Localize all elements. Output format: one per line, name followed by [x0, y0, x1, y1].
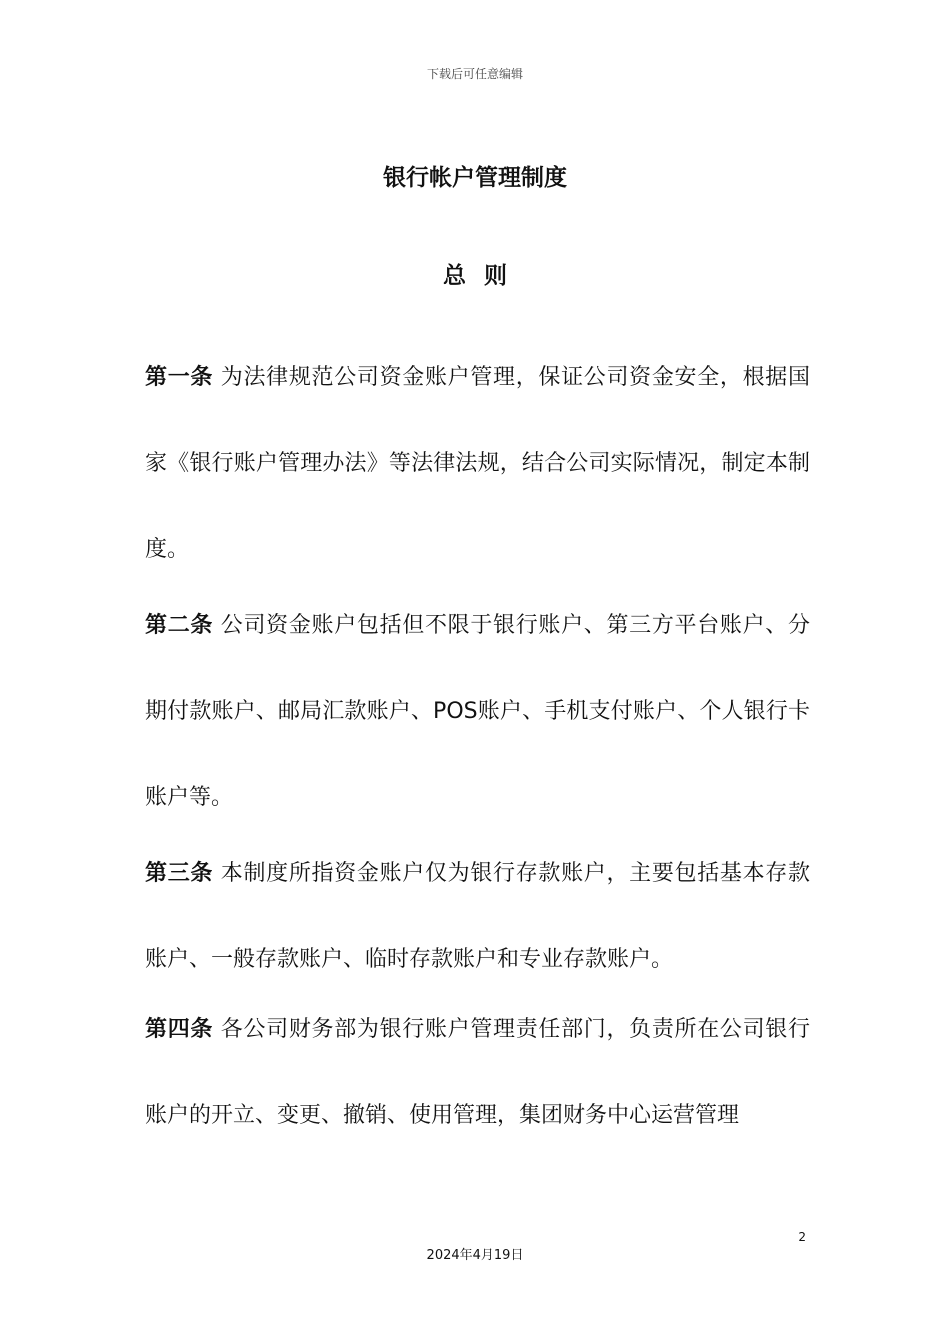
article-3-label: 第三条: [145, 861, 214, 886]
article-3: [145, 831, 810, 1003]
article-1-text: 为法律规范公司资金账户管理，保证公司资金安全，根据国家《银行账户管理办法》等法律法规，结合公司实际情况，制定本制度。: [145, 365, 810, 562]
article-2: [145, 583, 810, 841]
document-title: 银行帐户管理制度: [383, 165, 567, 191]
article-2-text: 公司资金账户包括但不限于银行账户、第三方平台账户、分期付款账户、邮局汇款账户、POS账户、手机支付账户、个人银行卡账户等。: [145, 613, 810, 810]
article-4-text: 各公司财务部为银行账户管理责任部门，负责所在公司银行账户的开立、变更、撤销、使用管理，集团财务中心运营管理: [145, 1017, 810, 1128]
article-1-label: 第一条: [145, 365, 214, 390]
article-2-label: 第二条: [145, 613, 214, 638]
article-3-text: 本制度所指资金账户仅为银行存款账户，主要包括基本存款账户、一般存款账户、临时存款账户和专业存款账户。: [145, 861, 810, 972]
article-4: [145, 987, 810, 1159]
page-number: 2: [798, 1230, 806, 1244]
header-note: 下载后可任意编辑: [426, 67, 523, 81]
section-heading: 总则: [443, 263, 525, 289]
article-1: [145, 335, 810, 593]
article-4-label: 第四条: [145, 1017, 214, 1042]
footer-date: 2024年4月19日: [426, 1248, 524, 1263]
